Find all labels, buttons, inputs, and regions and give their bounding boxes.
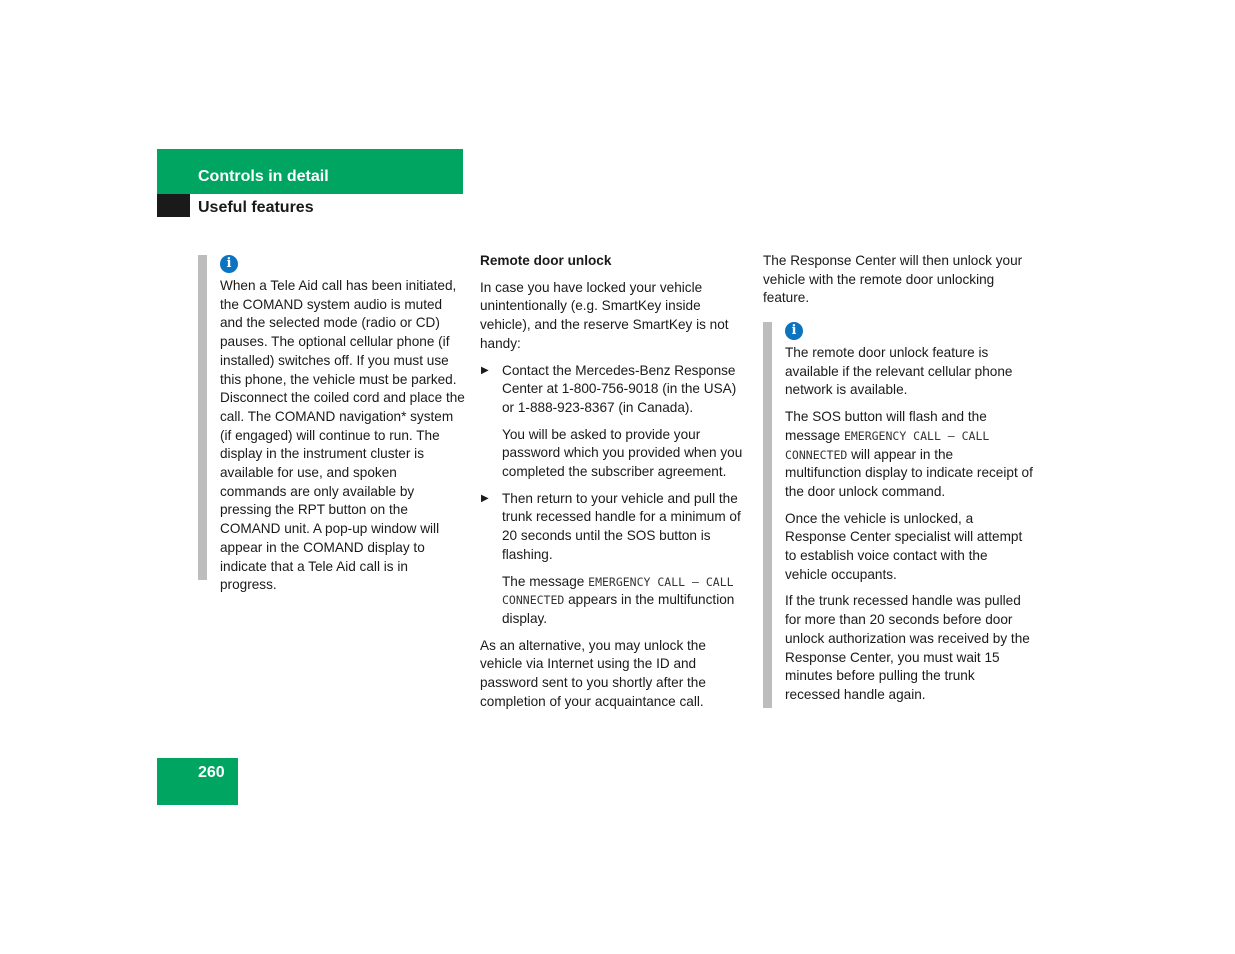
middle-column [480,252,748,719]
right-note-p2-pre: The SOS button will flash and the message [785,409,987,443]
right-info-note [763,322,1035,708]
step-2-detail-pre: The message [502,573,589,589]
step-2-text: Then return to your vehicle and pull the trunk recessed handle for a minimum of 20 seconds until the SOS button is flashing. [502,490,741,562]
subsection-title: Useful features [198,199,314,216]
left-info-note [198,255,468,593]
step-2-detail [480,573,748,629]
info-icon: i [785,322,803,340]
section-title: Controls in detail [198,168,329,185]
right-note-p4: If the trunk recessed handle was pulled for more than 20 seconds before door unlock authorization was received by the Response Center, you must wait 15 minutes before pulling the trunk recessed handle again. [785,593,1030,702]
step-2-detail-post: appears in the multifunction display. [502,592,735,626]
right-intro: The Response Center will then unlock your vehicle with the remote door unlocking feature. [763,253,1023,306]
step-1-detail: You will be asked to provide your password which you provided when you completed the subscriber agreement. [502,426,743,480]
left-note-text: When a Tele Aid call has been initiated, the COMAND system audio is muted and the selected mode (radio or CD) pauses. The optional cellular phone (if installed) switches off. If you must use this phone, the vehicle must be parked. Disconnect the coiled cord and place the call. The COMAND navigation* system (if engaged) will continue to run. The display in the instrument cluster is available for use, and spoken commands are only available by pressing the RPT button on the COMAND unit. A pop-up window will appear in the COMAND display to indicate that a Tele Aid call is in progress. [220,278,465,593]
subsection-marker [157,194,190,217]
right-note-p1: The remote door unlock feature is available if the relevant cellular phone network is available. [785,345,1013,398]
step-1 [480,362,748,418]
right-column-intro [763,252,1031,316]
right-note-p3: Once the vehicle is unlocked, a Response Center specialist will attempt to establish voice contact with the vehicle occupants. [785,510,1023,582]
step-1-text: Contact the Mercedes-Benz Response Center at 1-800-756-9018 (in the USA) or 1-888-923-8367 (in Canada). [502,362,737,415]
display-message: EMERGENCY CALL – CALL CONNECTED [785,428,990,462]
note-bar [763,322,772,708]
step-2 [480,490,748,565]
display-message: EMERGENCY CALL – CALL CONNECTED [502,574,734,608]
info-icon: i [220,255,238,273]
intro-paragraph: In case you have locked your vehicle unintentionally (e.g. SmartKey inside vehicle), and the reserve SmartKey is not handy: [480,279,729,351]
page-number: 260 [198,764,225,781]
bullet-triangle-icon: ▶ [481,492,489,504]
note-bar [198,255,207,580]
section-heading: Remote door unlock [480,253,612,268]
alternative-paragraph: As an alternative, you may unlock the vehicle via Internet using the ID and password sent to you shortly after the completion of your acquaintance call. [480,637,706,709]
right-note-p2 [785,408,1033,502]
right-note-p2-post: will appear in the multifunction display to indicate receipt of the door unlock command. [785,446,1033,499]
bullet-triangle-icon: ▶ [481,364,489,376]
